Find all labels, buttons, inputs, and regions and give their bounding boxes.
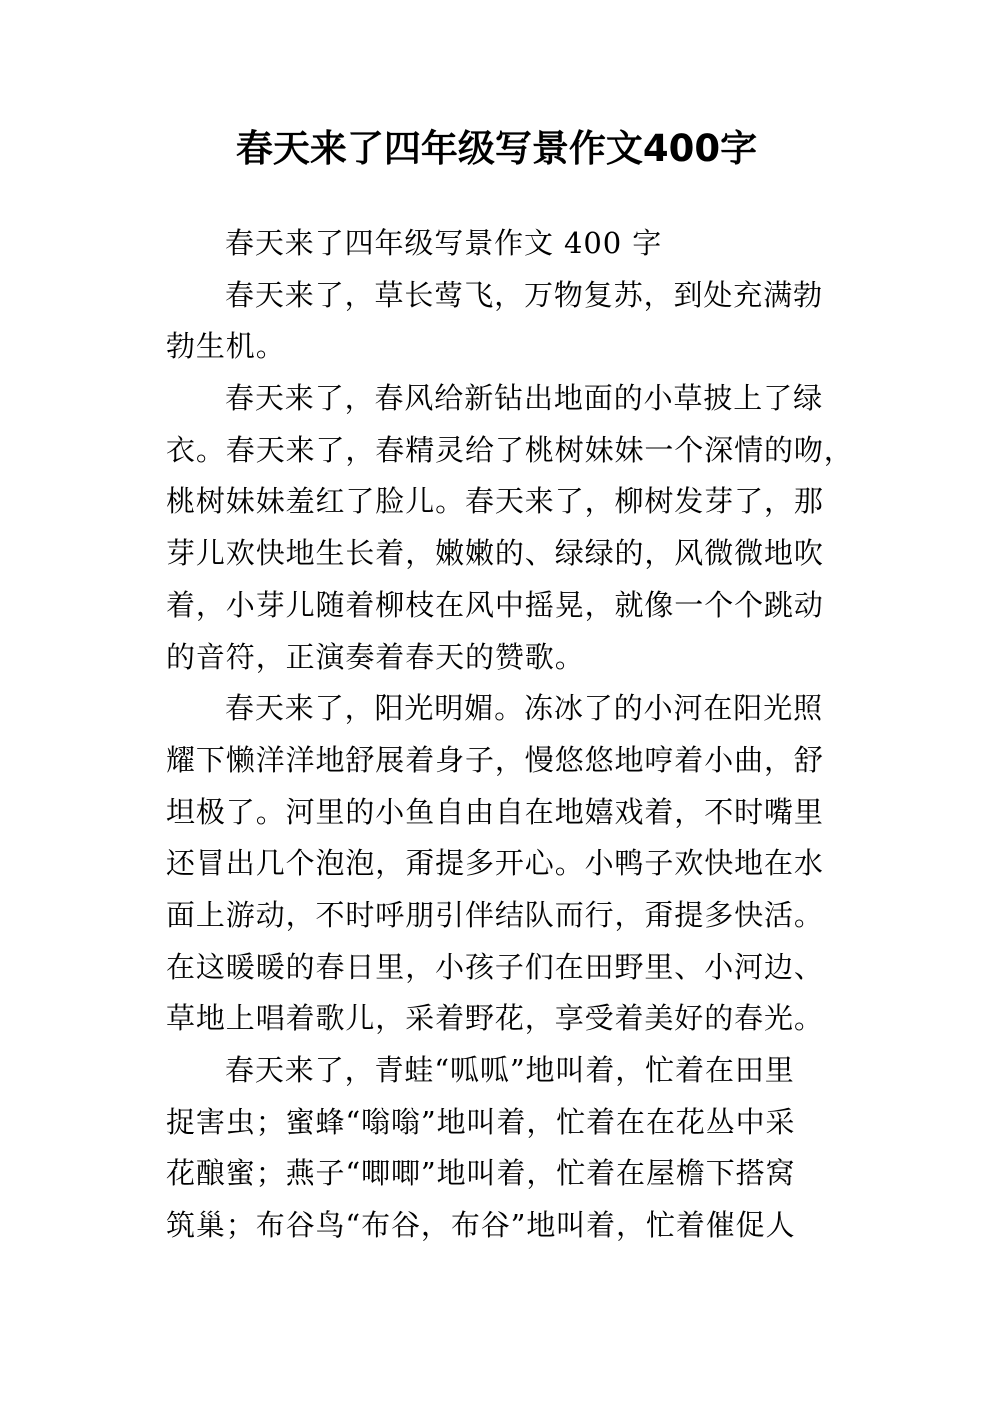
paragraph: [166, 683, 846, 1045]
paragraph: [166, 1045, 846, 1252]
text-line: 在这暖暖的春日里，小孩子们在田野里、小河边、: [166, 949, 824, 984]
text-line: 春天来了四年级写景作文 400 字: [225, 226, 663, 260]
paragraph: [166, 218, 846, 270]
paragraph: [166, 373, 854, 683]
text-line: 草地上唱着歌儿，采着野花，享受着美好的春光。: [166, 1001, 824, 1036]
document-title: 春天来了四年级写景作文400字: [235, 127, 758, 170]
text-line: 还冒出几个泡泡，甭提多开心。小鸭子欢快地在水: [166, 846, 824, 881]
text-line: 筑巢；布谷鸟“布谷，布谷”地叫着，忙着催促人: [166, 1208, 796, 1243]
text-line: 芽儿欢快地生长着，嫩嫩的、绿绿的，风微微地吹: [166, 536, 824, 571]
text-line: 衣。春天来了，春精灵给了桃树妹妹一个深情的吻，: [166, 432, 854, 467]
document-body: [166, 218, 854, 1252]
text-line: 着，小芽儿随着柳枝在风中摇晃，就像一个个跳动: [166, 587, 824, 622]
text-line: 面上游动，不时呼朋引伴结队而行，甭提多快活。: [166, 897, 824, 932]
text-line: 春天来了，春风给新钻出地面的小草披上了绿: [225, 381, 824, 416]
text-line: 勃生机。: [166, 329, 286, 364]
paragraph: [166, 270, 846, 373]
text-line: 耀下懒洋洋地舒展着身子，慢悠悠地哼着小曲，舒: [166, 742, 824, 777]
text-line: 春天来了，草长莺飞，万物复苏，到处充满勃: [225, 277, 824, 312]
text-line: 花酿蜜；燕子“唧唧”地叫着，忙着在屋檐下搭窝: [166, 1156, 796, 1191]
text-line: 春天来了，青蛙“呱呱”地叫着，忙着在田里: [225, 1053, 795, 1087]
text-line: 的音符，正演奏着春天的赞歌。: [166, 639, 585, 674]
text-line: 捉害虫；蜜蜂“嗡嗡”地叫着，忙着在在花丛中采: [166, 1104, 796, 1139]
text-line: 春天来了，阳光明媚。冻冰了的小河在阳光照: [225, 691, 824, 726]
text-line: 坦极了。河里的小鱼自由自在地嬉戏着，不时嘴里: [166, 794, 824, 829]
text-line: 桃树妹妹羞红了脸儿。春天来了，柳树发芽了，那: [166, 484, 824, 519]
